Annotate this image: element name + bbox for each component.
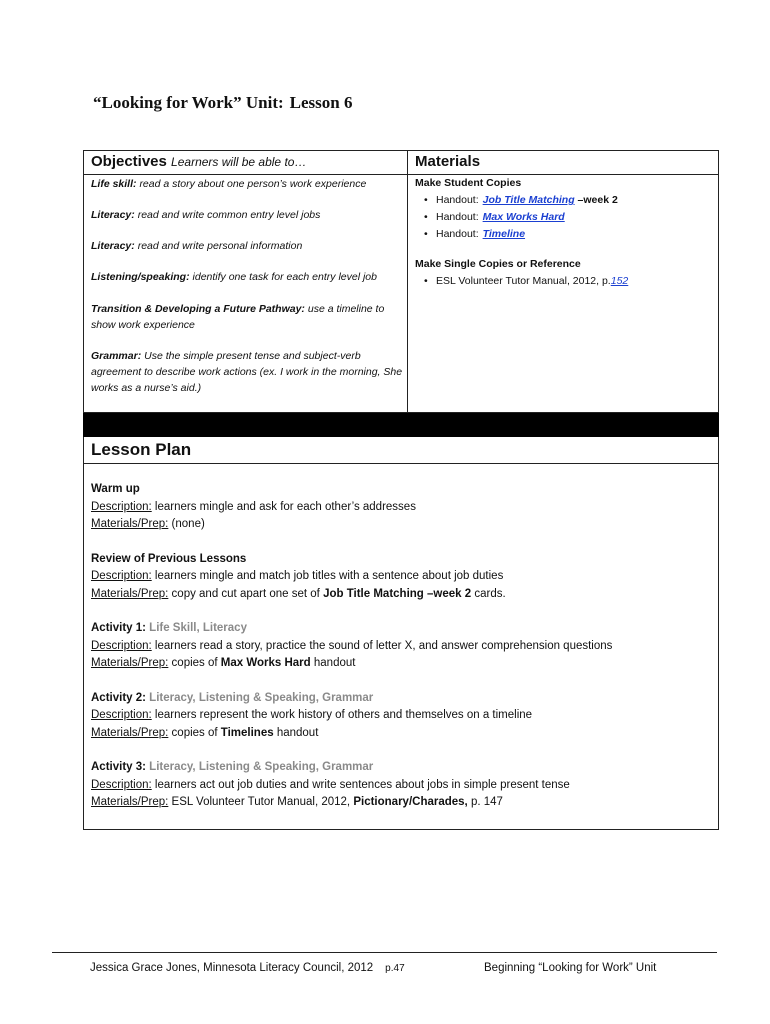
description-line: Description: learners mingle and match job titles with a sentence about job duties (91, 570, 504, 582)
description-line: Description: learners represent the work history of others and themselves on a timeline (91, 709, 533, 721)
lesson-number: Lesson 6 (289, 93, 353, 112)
timeline-link[interactable]: Timeline (482, 228, 526, 240)
column-divider (407, 151, 408, 412)
objectives-heading: Objectives (91, 153, 167, 170)
job-title-matching-link[interactable]: Job Title Matching (482, 194, 575, 206)
handout-item: • Handout: Timeline (415, 226, 715, 243)
max-works-hard-link[interactable]: Max Works Hard (482, 211, 565, 223)
section-heading: Activity 1: Life Skill, Literacy (91, 622, 247, 634)
warm-up-section (91, 481, 711, 534)
section-heading: Activity 2: Literacy, Listening & Speaking, Grammar (91, 691, 374, 704)
objective-item: Transition & Developing a Future Pathway: use a timeline to show work experience (91, 303, 385, 331)
section-heading: Review of Previous Lessons (91, 552, 247, 565)
lesson-plan-table (83, 437, 719, 830)
materials-line: Materials/Prep: copies of Max Works Hard handout (91, 657, 356, 669)
objective-item: Literacy: read and write personal information (91, 240, 303, 252)
section-heading: Warm up (91, 483, 140, 495)
activity-3-section (91, 759, 711, 812)
lesson-plan-body (91, 481, 711, 829)
description-line: Description: learners act out job duties and write sentences about jobs in simple present tense (91, 778, 570, 791)
description-line: Description: learners read a story, practice the sound of letter X, and answer comprehension questions (91, 639, 613, 652)
reference-page-link[interactable]: 152 (610, 275, 629, 287)
materials-heading: Materials (415, 153, 481, 170)
objective-item: Grammar: Use the simple present tense and subject-verb agreement to describe work actions (ex. I work in the morning, She works as a nurse’s aid.) (91, 350, 403, 394)
handout-item: • Handout: Max Works Hard (415, 209, 715, 226)
student-copies-heading: Make Student Copies (415, 177, 522, 189)
materials-line: Materials/Prep: copies of Timelines handout (91, 726, 319, 739)
lesson-plan-heading: Lesson Plan (91, 440, 192, 459)
objectives-materials-table (83, 150, 719, 413)
objectives-subheading: Learners will be able to… (171, 155, 307, 169)
single-copies-heading: Make Single Copies or Reference (415, 258, 581, 270)
review-section (91, 551, 711, 604)
objectives-header (91, 153, 306, 170)
objective-item: Life skill: read a story about one person’s work experience (91, 178, 367, 190)
objective-item: Listening/speaking: identify one task for each entry level job (91, 271, 377, 283)
page-title (93, 93, 352, 113)
materials-line: Materials/Prep: (none) (91, 518, 205, 530)
unit-title: “Looking for Work” Unit: (93, 93, 284, 112)
handout-item: • Handout: Job Title Matching –week 2 (415, 192, 715, 209)
reference-item: • ESL Volunteer Tutor Manual, 2012, p.152 (415, 273, 715, 290)
footer-left (90, 962, 405, 974)
materials-line: Materials/Prep: copy and cut apart one set of Job Title Matching –week 2 cards. (91, 587, 506, 600)
footer-page-number: p.47 (385, 963, 405, 974)
description-line: Description: learners mingle and ask for each other’s addresses (91, 500, 416, 513)
section-separator-bar (83, 413, 719, 437)
footer-rule (52, 952, 717, 953)
footer-unit: Beginning “Looking for Work” Unit (484, 962, 657, 974)
objective-item: Literacy: read and write common entry level jobs (91, 209, 321, 221)
materials-list (415, 175, 715, 290)
section-heading: Activity 3: Literacy, Listening & Speaking, Grammar (91, 761, 374, 773)
activity-1-section (91, 620, 711, 673)
lesson-plan-divider (84, 463, 718, 464)
materials-line: Materials/Prep: ESL Volunteer Tutor Manual, 2012, Pictionary/Charades, p. 147 (91, 796, 503, 808)
activity-2-section (91, 690, 711, 743)
footer-author: Jessica Grace Jones, Minnesota Literacy Council, 2012 (90, 962, 374, 974)
